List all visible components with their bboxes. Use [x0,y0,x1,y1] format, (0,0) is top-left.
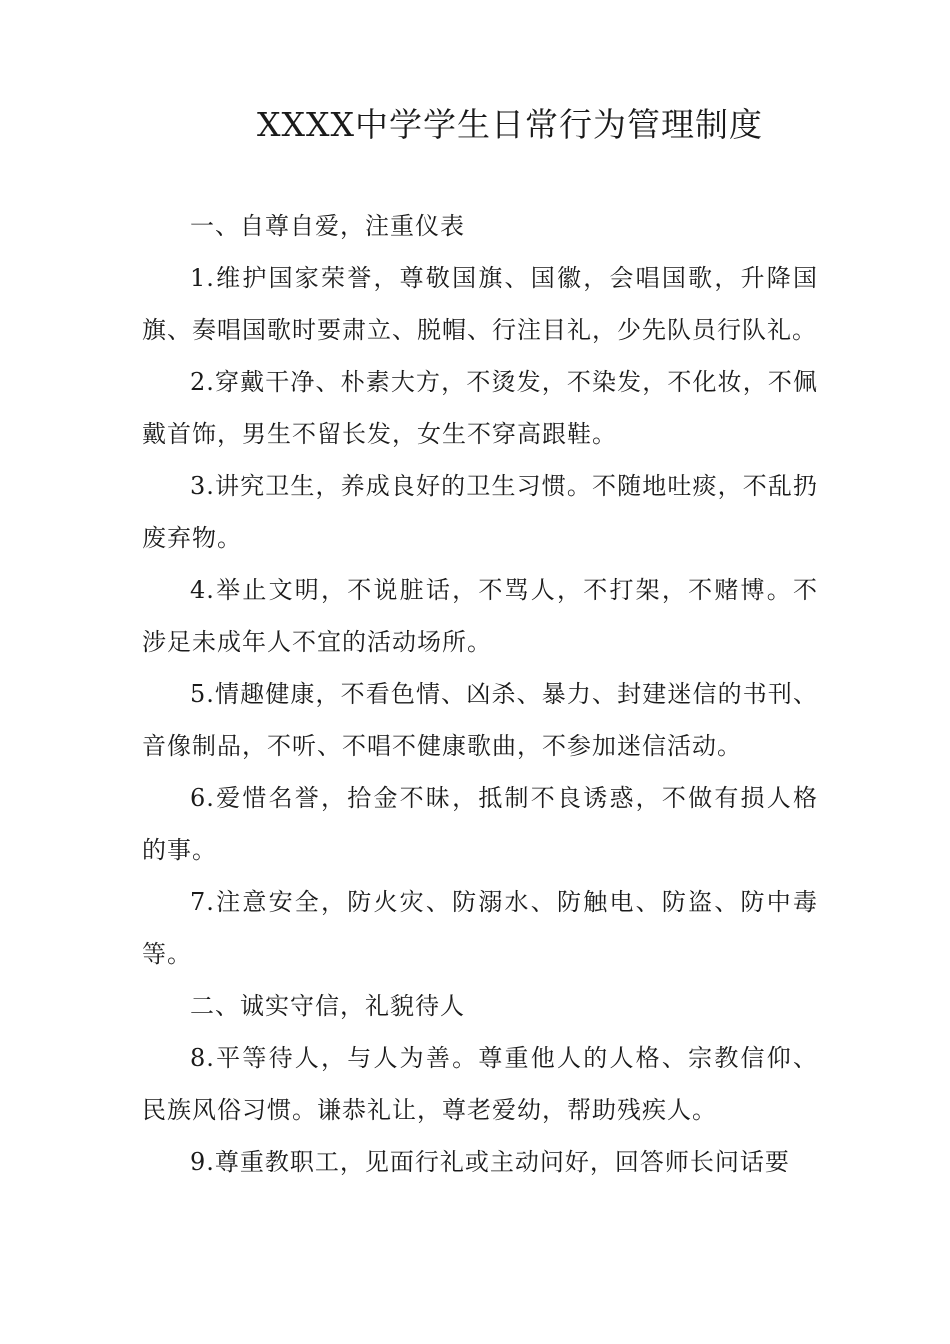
rule-paragraph-1: 1.维护国家荣誉，尊敬国旗、国徽，会唱国歌，升降国旗、奏唱国歌时要肃立、脱帽、行注目礼，少先队员行队礼。 [142,264,818,344]
document-title: XXXX中学学生日常行为管理制度 [257,105,763,144]
rule-paragraph-9: 9.尊重教职工，见面行礼或主动问好，回答师长问话要 [190,1148,790,1176]
rule-paragraph-6: 6.爱惜名誉，拾金不昧，抵制不良诱惑，不做有损人格 的事。 [142,784,818,864]
rule-paragraph-3: 3.讲究卫生，养成良好的卫生习惯。不随地吐痰，不乱扔废弃物。 [142,472,818,552]
rule-paragraph-4: 4.举止文明，不说脏话，不骂人，不打架，不赌博。不 涉足未成年人不宜的活动场所。 [142,576,818,656]
rule-paragraph-8: 8.平等待人，与人为善。尊重他人的人格、宗教信仰、 民族风俗习惯。谦恭礼让，尊老爱幼，帮助残疾人。 [142,1044,818,1124]
rule-paragraph-2: 2.穿戴干净、朴素大方，不烫发，不染发，不化妆，不佩戴首饰，男生不留长发，女生不穿高跟鞋。 [142,368,818,448]
section-heading-1: 一、自尊自爱，注重仪表 [190,212,465,240]
rule-paragraph-5: 5.情趣健康，不看色情、凶杀、暴力、封建迷信的书刊、音像制品，不听、不唱不健康歌曲，不参加迷信活动。 [142,680,818,760]
section-heading-2: 二、诚实守信，礼貌待人 [190,992,465,1020]
document-body [142,200,818,1188]
rule-paragraph-7: 7.注意安全，防火灾、防溺水、防触电、防盗、防中毒等。 [142,888,818,968]
